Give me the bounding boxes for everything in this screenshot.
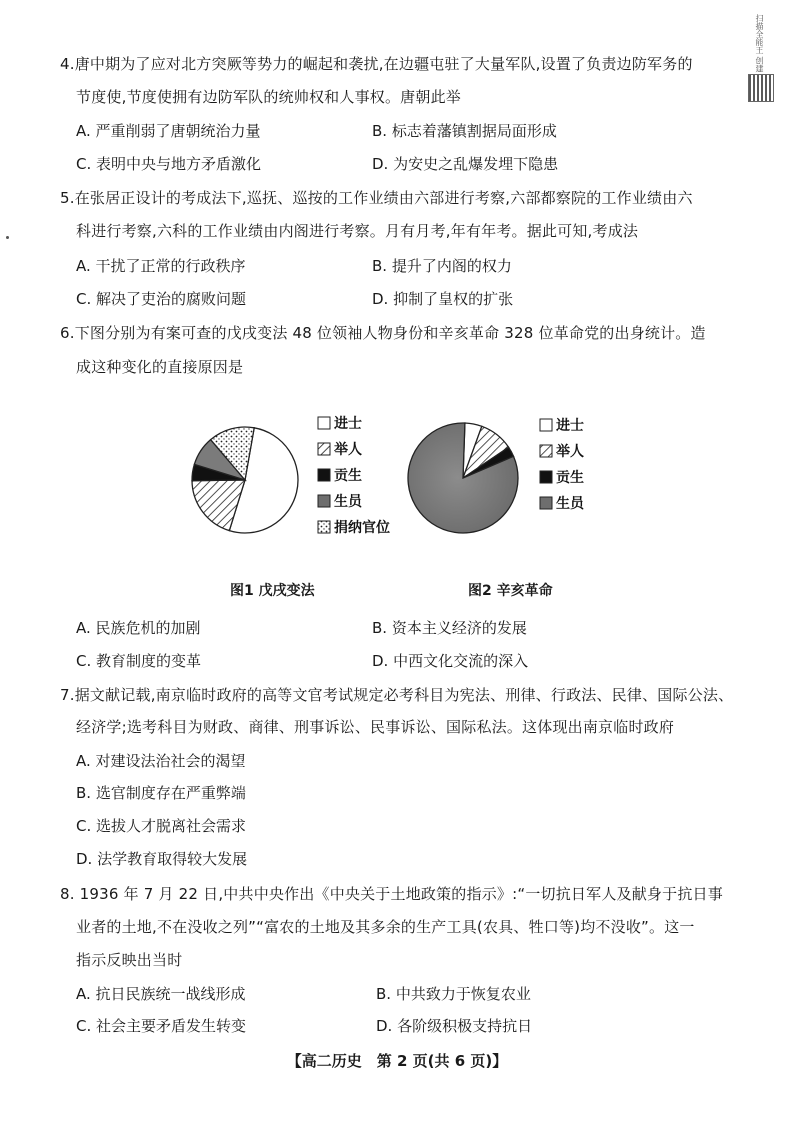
pie1-legend-swatch-1 [318,417,330,429]
q7-stem-line1: 7.据文献记载,南京临时政府的高等文官考试规定必考科目为宪法、刑律、行政法、民律、国际公法、 [60,686,734,704]
page-footer: 【高二历史 第 2 页(共 6 页)】 [286,1052,508,1070]
q8-stem-line2: 业者的土地,不在没收之列”“富农的土地及其多余的生产工具(农具、牲口等)均不没收”。这一 [76,918,695,936]
q6-option-b[interactable]: B. 资本主义经济的发展 [372,619,527,637]
pie2-slices [408,423,518,533]
pie2-legend [540,418,585,512]
q8-option-a[interactable]: A. 抗日民族统一战线形成 [76,985,246,1003]
pie1-slices [192,427,298,533]
pie2-caption: 图2 辛亥革命 [468,583,553,599]
q4-option-a[interactable]: A. 严重削弱了唐朝统治力量 [76,122,261,140]
qr-code-icon [748,74,774,102]
pie2-legend-swatch-3 [540,471,552,483]
q4-option-c[interactable]: C. 表明中央与地方矛盾激化 [76,155,262,173]
pie1-legend-swatch-5 [318,521,330,533]
pie1-legend [318,416,390,536]
pie1-legend-label-5: 捐纳官位 [334,520,390,536]
q8-option-c[interactable]: C. 社会主要矛盾发生转变 [76,1017,247,1035]
q7-option-d[interactable]: D. 法学教育取得较大发展 [76,850,248,868]
pie1-legend-label-3: 贡生 [334,468,362,484]
q8-stem-line1: 8. 1936 年 7 月 22 日,中共中央作出《中央关于土地政策的指示》:“一切抗日军人及献身于抗日事 [60,885,723,903]
pie1-legend-swatch-4 [318,495,330,507]
pie2-legend-swatch-1 [540,419,552,431]
pie1-caption: 图1 戊戌变法 [230,583,315,599]
q6-option-d[interactable]: D. 中西文化交流的深入 [372,652,529,670]
q5-stem-line1: 5.在张居正设计的考成法下,巡抚、巡按的工作业绩由六部进行考察,六部都察院的工作业绩由六 [60,189,693,207]
q5-option-c[interactable]: C. 解决了吏治的腐败问题 [76,290,247,308]
pie1-legend-swatch-2 [318,443,330,455]
q5-option-d[interactable]: D. 抑制了皇权的扩张 [372,290,514,308]
q8-option-d[interactable]: D. 各阶级积极支持抗日 [376,1017,533,1035]
q5-option-a[interactable]: A. 干扰了正常的行政秩序 [76,257,246,275]
pie2-legend-label-1: 进士 [556,418,584,434]
pie1-legend-label-2: 举人 [334,442,362,458]
q6-option-a[interactable]: A. 民族危机的加剧 [76,619,201,637]
scan-speck [6,236,9,239]
pie2-legend-swatch-2 [540,445,552,457]
scanner-watermark: 扫描全能王 创建 [755,14,764,73]
q4-option-b[interactable]: B. 标志着藩镇割据局面形成 [372,122,557,140]
q5-stem-line2: 科进行考察,六科的工作业绩由内阁进行考察。月有月考,年有年考。据此可知,考成法 [76,222,639,240]
q7-option-b[interactable]: B. 选官制度存在严重弊端 [76,784,246,802]
q6-stem-line1: 6.下图分别为有案可查的戊戌变法 48 位领袖人物身份和辛亥革命 328 位革命党的出身统计。造 [60,324,706,342]
q6-stem-line2: 成这种变化的直接原因是 [76,358,244,376]
q5-option-b[interactable]: B. 提升了内阁的权力 [372,257,512,275]
pie2-legend-swatch-4 [540,497,552,509]
pie-charts-figure [180,400,620,570]
pie2-legend-label-2: 举人 [556,444,584,460]
pie1-legend-label-1: 进士 [334,416,362,432]
q7-option-a[interactable]: A. 对建设法治社会的渴望 [76,752,246,770]
pie1-legend-label-4: 生员 [334,494,362,510]
q7-stem-line2: 经济学;选考科目为财政、商律、刑事诉讼、民事诉讼、国际私法。这体现出南京临时政府 [76,718,675,736]
q4-option-d[interactable]: D. 为安史之乱爆发埋下隐患 [372,155,559,173]
q7-option-c[interactable]: C. 选拔人才脱离社会需求 [76,817,247,835]
pie1-legend-swatch-3 [318,469,330,481]
q4-stem-line2: 节度使,节度使拥有边防军队的统帅权和人事权。唐朝此举 [76,88,461,106]
pie2-legend-label-3: 贡生 [556,470,584,486]
q8-stem-line3: 指示反映出当时 [76,951,183,969]
q8-option-b[interactable]: B. 中共致力于恢复农业 [376,985,531,1003]
pie2-legend-label-4: 生员 [556,496,584,512]
q6-option-c[interactable]: C. 教育制度的变革 [76,652,202,670]
q4-stem-line1: 4.唐中期为了应对北方突厥等势力的崛起和袭扰,在边疆屯驻了大量军队,设置了负责边防军务的 [60,55,693,73]
